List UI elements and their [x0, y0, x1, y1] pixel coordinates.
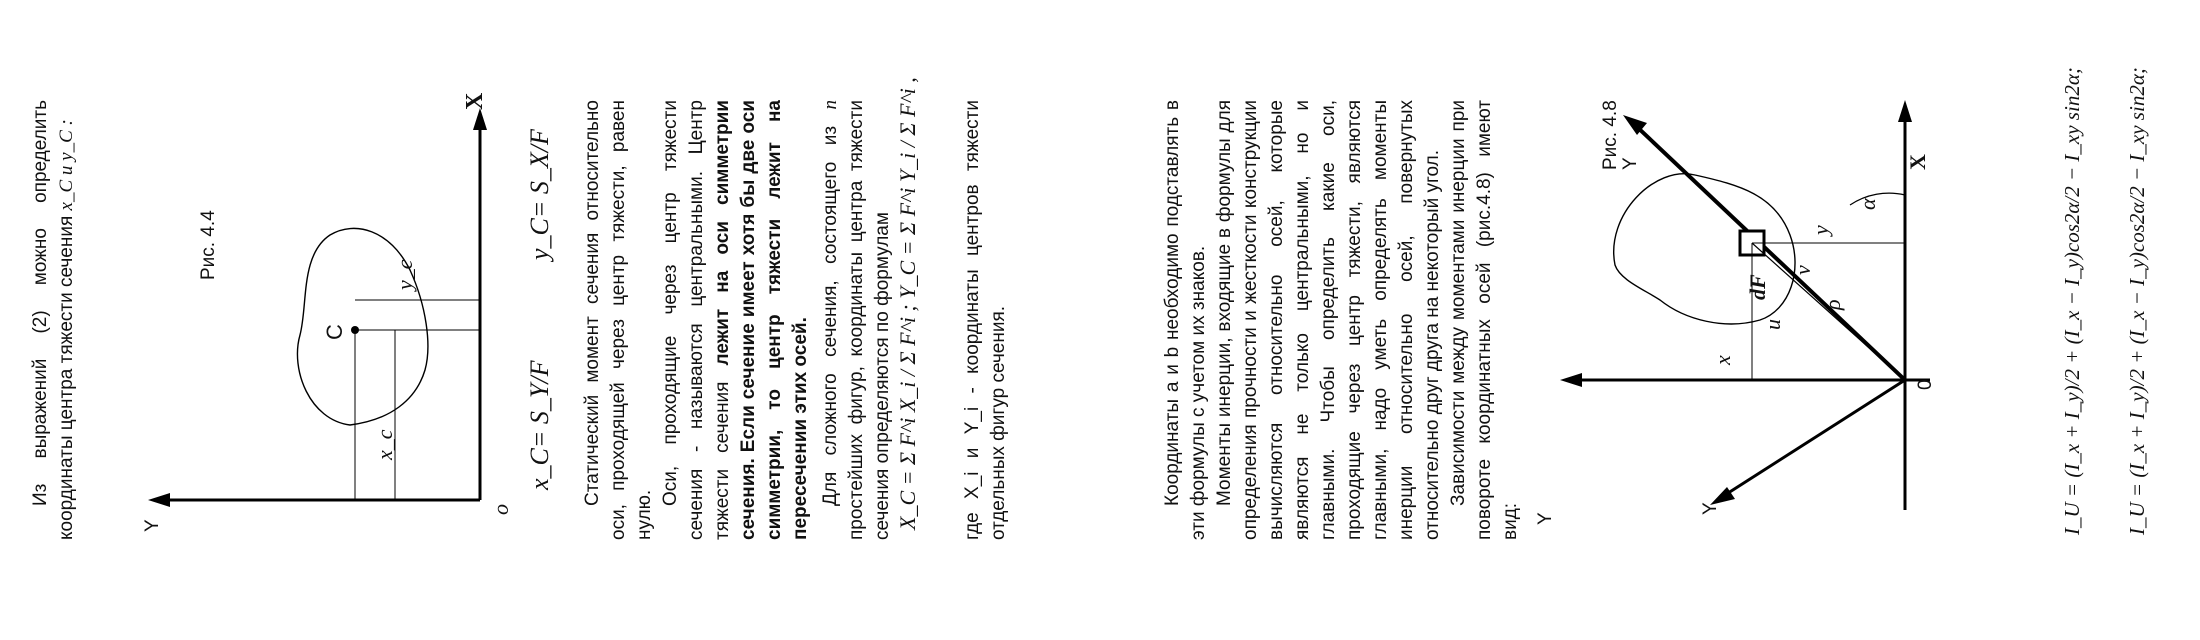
fig44-yc-label: y_c — [392, 259, 417, 290]
fig48-y-coord: y — [1808, 225, 1833, 235]
fig48-u-axis — [1635, 125, 1905, 380]
fig44-x-arrow — [473, 108, 487, 130]
fig48-u-coord: u — [1760, 319, 1785, 330]
formula-complex: X_C = Σ F^i X_i / Σ F^i ; Y_C = Σ F^i Y_i / Σ F^i , — [895, 77, 920, 530]
fig48-x-coord: x — [1710, 355, 1735, 365]
fig48-v-coord: v — [1790, 265, 1815, 275]
coords-block — [1160, 100, 1524, 540]
fig44-center-label: C — [322, 324, 347, 340]
intro-block — [28, 100, 80, 540]
formula-Iv: I_U = (I_x + I_y)/2 + (I_x − I_y)cos2α/2 − I_xy sin2α; — [2125, 67, 2149, 535]
fig44-xc-label: x_c — [372, 429, 397, 460]
fig44-section-shape — [297, 228, 427, 425]
para-where: где X_i и Y_i - координаты центров тяжести отдельных фигур сечения. — [962, 100, 1009, 540]
para-coords: Координаты a и b необходимо подставлять в эти формулы с учетом их знаков. — [1162, 100, 1209, 540]
fig44-y-arrow — [148, 493, 170, 507]
fig44-caption: Рис. 4.4 — [198, 210, 219, 280]
fig44-x-label: X — [462, 92, 488, 110]
fig48-v-label: Y — [1535, 512, 1556, 525]
formula-Iu: I_U = (I_x + I_y)/2 + (I_x − I_y)cos2α/2 − I_xy sin2α; — [2060, 67, 2084, 535]
para-complex: Для сложного сечения, состоящего из n простейших фигур, координаты центра тяжести сечения определяются по формулам — [820, 99, 893, 540]
fig48-u-label: Y — [1620, 157, 1641, 170]
formula-yc: y_C= S_X/F — [525, 129, 554, 260]
fig48-rho-label: ρ — [1820, 299, 1845, 310]
figure-4-4 — [140, 100, 500, 520]
fig48-dF-label: dF — [1745, 274, 1770, 300]
fig48-v-axis — [1725, 380, 1905, 495]
formula-xc: x_C= S_Y/F — [525, 360, 554, 490]
para-axes: Оси, проходящие через центр тяжести сечения - называются центральными. Центр тяжести сечения лежит на оси симметрии сечения. Если сечение имеет хотя бы две оси симметрии, то центр тяжести лежит на пересечении этих осей. — [660, 100, 811, 540]
fig48-y-label: Y — [1700, 502, 1721, 515]
para-static: Статический момент сечения относительно оси, проходящей через центр тяжести, равен нулю. — [582, 100, 655, 540]
fig44-origin-label: o — [488, 504, 513, 515]
fig48-x-arrow — [1898, 100, 1912, 122]
static-moment-block — [580, 100, 896, 540]
where-block — [960, 100, 1012, 540]
para-dependence: Зависимости между моментами инерции при повороте координатных осей (рис.4.8) имеют вид: — [1448, 100, 1521, 540]
fig44-y-label: Y — [142, 519, 163, 532]
fig44-centroid — [351, 326, 359, 334]
fig48-alpha-label: α — [1855, 198, 1880, 210]
para-moments: Моменты инерции, входящие в формулы для определения прочности и жесткости конструкции вычисляются относительно осей, которые являются не только центральными, но и главными. Чтобы определить какие оси, проходящие через центр тяжести, являются главными, надо уметь определять моменты инерции относительно осей, повернутых относительно друг друга на некоторый угол. — [1214, 100, 1443, 540]
fig48-caption: Рис. 4.8 — [1600, 100, 1621, 170]
intro-text: Из выражений (2) можно определить координаты центра тяжести сечения x_C и y_C : — [30, 100, 77, 540]
fig48-x-label: X — [1905, 154, 1930, 170]
fig48-y-arrow — [1560, 373, 1582, 387]
fig48-origin-label: 0 — [1915, 379, 1936, 390]
